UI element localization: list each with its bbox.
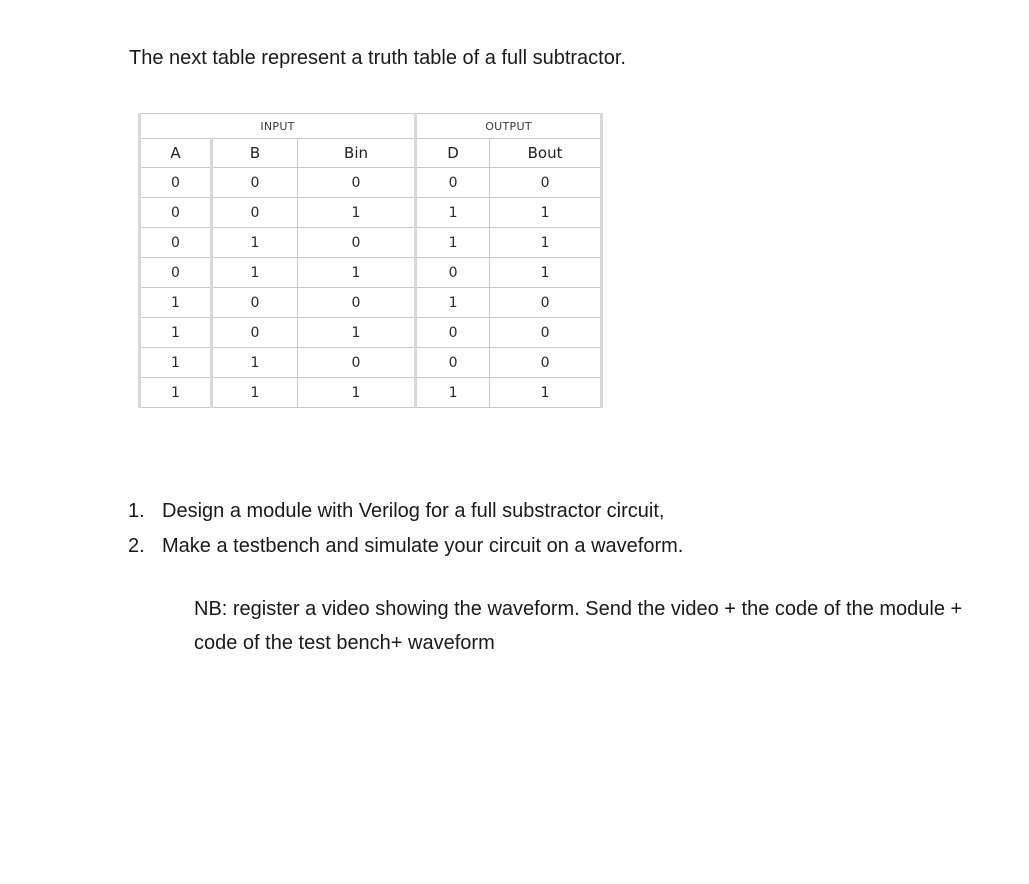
cell-bout: 1	[490, 228, 602, 258]
task-text: Design a module with Verilog for a full substractor circuit,	[162, 500, 665, 522]
cell-b: 1	[212, 348, 298, 378]
cell-bin: 0	[298, 168, 416, 198]
column-header-bout: Bout	[490, 139, 602, 168]
cell-bin: 0	[298, 288, 416, 318]
table-row	[140, 258, 602, 288]
table-row	[140, 228, 602, 258]
cell-bout: 0	[490, 318, 602, 348]
cell-a: 0	[140, 198, 212, 228]
cell-a: 1	[140, 378, 212, 408]
cell-d: 0	[416, 318, 490, 348]
cell-bout: 0	[490, 348, 602, 378]
cell-d: 1	[416, 228, 490, 258]
column-header-d: D	[416, 139, 490, 168]
cell-bin: 0	[298, 348, 416, 378]
cell-a: 1	[140, 348, 212, 378]
task-item	[128, 529, 683, 564]
cell-a: 0	[140, 228, 212, 258]
table-group-header-row	[140, 114, 602, 139]
cell-bout: 1	[490, 378, 602, 408]
output-group-header: OUTPUT	[416, 114, 602, 139]
cell-bin: 1	[298, 198, 416, 228]
cell-a: 0	[140, 258, 212, 288]
table-row	[140, 318, 602, 348]
task-text: Make a testbench and simulate your circuit on a waveform.	[162, 535, 684, 557]
cell-a: 1	[140, 318, 212, 348]
table-row	[140, 288, 602, 318]
note-text: NB: register a video showing the waveform. Send the video + the code of the module + code of the test bench+ waveform	[194, 598, 963, 654]
cell-b: 0	[212, 168, 298, 198]
cell-bin: 1	[298, 378, 416, 408]
column-header-bin: Bin	[298, 139, 416, 168]
cell-bout: 0	[490, 288, 602, 318]
cell-b: 0	[212, 198, 298, 228]
table-row	[140, 198, 602, 228]
cell-bout: 1	[490, 258, 602, 288]
cell-d: 1	[416, 288, 490, 318]
cell-a: 1	[140, 288, 212, 318]
table-row	[140, 378, 602, 408]
task-number: 2.	[128, 535, 145, 557]
cell-b: 0	[212, 318, 298, 348]
cell-d: 1	[416, 198, 490, 228]
input-group-header: INPUT	[140, 114, 416, 139]
cell-bout: 0	[490, 168, 602, 198]
cell-d: 0	[416, 168, 490, 198]
task-list	[128, 494, 683, 564]
task-item	[128, 494, 683, 529]
cell-b: 0	[212, 288, 298, 318]
cell-b: 1	[212, 378, 298, 408]
cell-bout: 1	[490, 198, 602, 228]
table-row	[140, 348, 602, 378]
task-number: 1.	[128, 500, 145, 522]
cell-d: 0	[416, 348, 490, 378]
cell-d: 1	[416, 378, 490, 408]
cell-bin: 0	[298, 228, 416, 258]
cell-b: 1	[212, 228, 298, 258]
intro-text: The next table represent a truth table of a full subtractor.	[129, 47, 626, 69]
cell-bin: 1	[298, 318, 416, 348]
column-header-b: B	[212, 139, 298, 168]
cell-d: 0	[416, 258, 490, 288]
table-row	[140, 168, 602, 198]
cell-bin: 1	[298, 258, 416, 288]
column-header-a: A	[140, 139, 212, 168]
table-body	[140, 168, 602, 408]
truth-table	[138, 113, 603, 408]
cell-a: 0	[140, 168, 212, 198]
cell-b: 1	[212, 258, 298, 288]
table-column-header-row	[140, 139, 602, 168]
